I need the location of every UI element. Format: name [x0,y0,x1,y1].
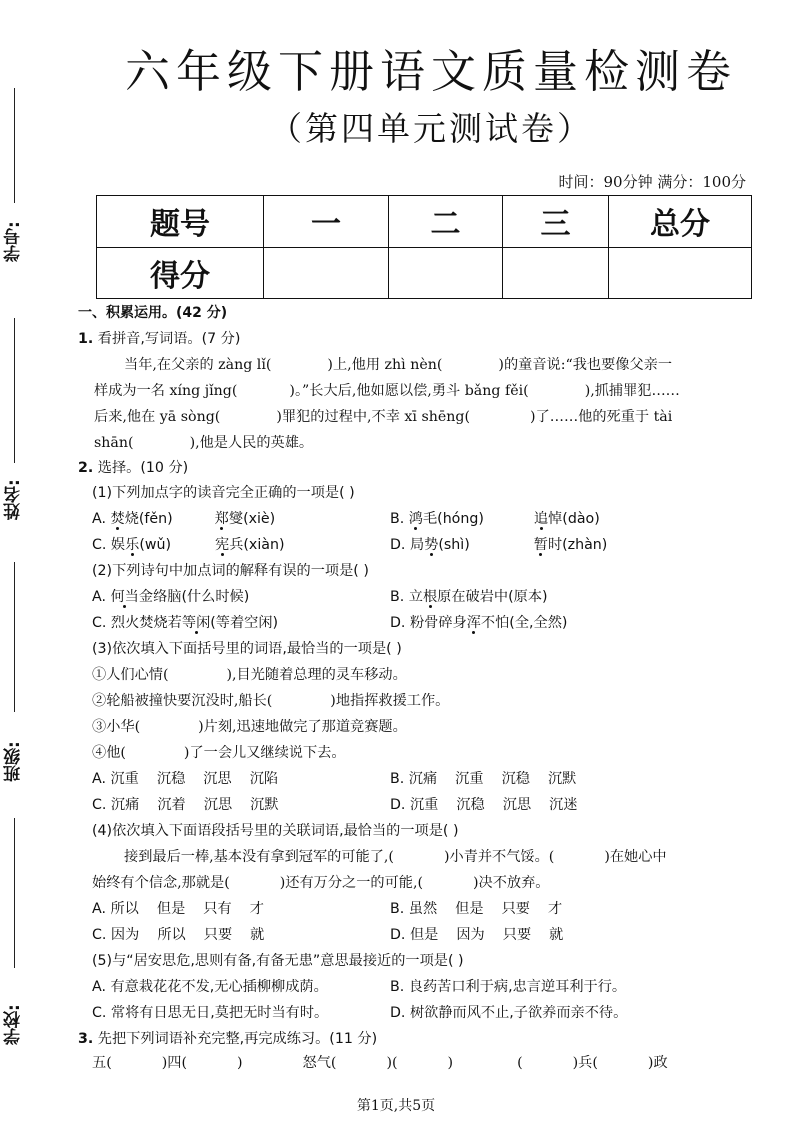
q2-5-option-c[interactable]: C. 常将有日思无日,莫把无时当有时。 [92,1005,329,1021]
score-table [96,195,752,299]
q2-prompt: 选择。(10 分) [97,460,189,476]
text-segment: )地指挥救援工作。 [330,693,450,709]
q1-line-3 [94,406,672,428]
q3-items [92,1052,668,1074]
score-header-cell: 一 [264,196,389,248]
score-header-cell: 题号 [97,196,264,248]
q1-line-4 [94,432,313,454]
text-segment: )决不放弃。 [473,875,550,891]
text-segment: ) [447,1055,454,1071]
q3-prompt: 先把下列词语补充完整,再完成练习。(11 分) [97,1031,378,1047]
option-text: 时(zhàn) [547,537,608,553]
q2-4-option-d[interactable]: D. 但是 因为 只要 就 [390,927,564,943]
text-segment: )片刻,迅速地做完了那道竞赛题。 [198,719,407,735]
q2-4-paragraph-line-1 [124,846,667,868]
time-info: 时间：90分钟 满分：100分 [558,173,746,191]
option-text: D. 局 [390,537,425,553]
q2-4-option-a[interactable]: A. 所以 但是 只有 才 [92,901,264,917]
text-segment: )了一会儿又继续说下去。 [183,745,346,761]
page-subtitle: （第四单元测试卷） [269,109,593,148]
option-text: 兵(xiàn) [229,537,285,553]
option-text: C. 娱 [92,537,126,553]
option-text: 不怕(全,全然) [480,615,568,631]
option-text: B. 立 [390,589,423,605]
q2-title [78,457,188,479]
q3-title [78,1028,377,1050]
score-header-cell: 二 [389,196,503,248]
option-text: 毛(hóng) [422,511,484,527]
student-id-label: 学号: [4,221,24,263]
score-cell-2[interactable] [389,247,503,299]
text-segment: )了……他的死重于 tài [530,409,673,425]
text-segment: )上,他用 zhì nèn( [327,357,443,373]
option-text: A. [92,511,111,527]
option-text: 金络脑(什么时候) [138,589,250,605]
q1-line-2 [94,380,680,402]
score-row-label: 得分 [97,247,264,299]
q2-number: 2. [78,460,94,476]
dotted-char: 乐 [125,537,140,553]
text-segment: ),他是人民的英雄。 [189,435,314,451]
dotted-char: 暂 [533,537,548,553]
school-label: 学校: [4,1004,24,1046]
q2-2-option-d[interactable] [390,612,567,634]
binding-line-4 [14,818,15,968]
option-text: (shì) [438,537,470,553]
text-segment: 当年,在父亲的 zàng lǐ( [124,357,272,373]
text-segment: 样成为一名 xíng jǐng( [94,383,238,399]
q2-5-prompt: (5)与“居安思危,思则有备,有备无患”意思最接近的一项是( ) [92,953,464,969]
q2-4-prompt: (4)依次填入下面语段括号里的关联词语,最恰当的一项是( ) [92,823,459,839]
dotted-char: 追 [533,511,549,527]
binding-line-top [14,88,15,203]
text-segment: ④他( [92,745,126,761]
q2-1-option-d[interactable] [390,534,607,556]
q2-3-sentence-3 [92,716,407,738]
text-segment: )还有万分之一的可能,( [279,875,424,891]
q2-1-option-a[interactable] [92,508,275,530]
text-segment: ),目光随着总理的灵车移动。 [226,667,407,683]
option-text: 原在破岩中(原本) [437,589,548,605]
q2-5-option-b[interactable]: B. 良药苦口利于病,忠言逆耳利于行。 [390,979,627,995]
option-text: 烧(fěn) [124,511,173,527]
binding-line-2 [14,318,15,463]
dotted-word: 浑 [466,615,481,631]
text-segment: )罪犯的过程中,不幸 xī shēng( [276,409,471,425]
option-text: 燮(xiè) [228,511,276,527]
score-cell-1[interactable] [264,247,389,299]
q2-2-option-c[interactable] [92,612,278,634]
q2-3-sentence-4 [92,742,346,764]
text-segment: shān( [94,435,134,451]
name-label: 姓名: [4,479,24,521]
text-segment: )的童音说:“我也要像父亲一 [498,357,673,373]
class-label: 班级: [4,741,24,783]
q1-prompt: 看拼音,写词语。(7 分) [97,331,241,347]
text-segment: 怒气( [302,1055,337,1071]
text-segment: 后来,他在 yā sòng( [94,409,221,425]
dotted-char: 郑 [214,511,229,527]
q2-2-option-b[interactable] [390,586,548,608]
text-segment: )( [386,1055,398,1071]
page-footer: 第1页,共5页 [356,1098,436,1114]
q2-1-prompt: (1)下列加点字的读音完全正确的一项是( ) [92,485,355,501]
q1-title [78,328,240,350]
q2-4-option-c[interactable]: C. 因为 所以 只要 就 [92,927,265,943]
text-segment: ( [517,1055,523,1071]
q2-3-prompt: (3)依次填入下面括号里的词语,最恰当的一项是( ) [92,641,402,657]
q2-3-sentence-1 [92,664,407,686]
score-header-cell: 三 [503,196,609,248]
option-text: 悼(dào) [548,511,600,527]
score-header-cell: 总分 [609,196,752,248]
text-segment: ) [237,1055,243,1071]
text-segment: 始终有个信念,那就是( [92,875,230,891]
option-text: A. [92,589,111,605]
page-title: 六年级下册语文质量检测卷 [124,45,737,98]
q2-5-option-d[interactable]: D. 树欲静而风不止,子欲养而亲不待。 [390,1005,628,1021]
q2-5-option-a[interactable]: A. 有意栽花花不发,无心插柳柳成荫。 [92,979,328,995]
q2-3-option-b[interactable]: B. 沉痛 沉重 沉稳 沉默 [390,771,577,787]
text-segment: ③小华( [92,719,141,735]
dotted-char: 宪 [215,537,230,553]
text-segment: ②轮船被撞快要沉没时,船长( [92,693,273,709]
dotted-word: 根 [422,589,438,605]
text-segment: )兵( [572,1055,598,1071]
binding-line-3 [14,562,15,712]
text-segment: ①人们心情( [92,667,169,683]
dotted-char: 鸿 [408,511,423,527]
option-text: (wǔ) [139,537,171,553]
q2-3-option-a[interactable]: A. 沉重 沉稳 沉思 沉陷 [92,771,279,787]
score-table-header-row [97,196,752,248]
text-segment: 接到最后一棒,基本没有拿到冠军的可能了,( [124,849,394,865]
dotted-char: 焚 [110,511,125,527]
dotted-char: 势 [424,537,439,553]
dotted-word: 等闲 [181,615,211,631]
q3-number: 3. [78,1031,94,1047]
text-segment: )政 [647,1055,668,1071]
q2-4-paragraph-line-2 [92,872,550,894]
option-text: (等着空闲) [210,615,279,631]
q2-3-sentence-2 [92,690,449,712]
text-segment: )小青并不气馁。( [443,849,555,865]
section-1-title: 一、积累运用。(42 分) [78,305,228,321]
q2-1-option-c[interactable] [92,534,285,556]
option-text: B. [390,511,409,527]
q2-4-option-b[interactable]: B. 虽然 但是 只要 才 [390,901,563,917]
text-segment: )在她心中 [604,849,667,865]
q2-2-option-a[interactable] [92,586,249,608]
q2-3-option-c[interactable]: C. 沉痛 沉着 沉思 沉默 [92,797,279,813]
option-text: C. 烈火焚烧若 [92,615,182,631]
score-table-score-row [97,247,752,299]
text-segment: 五( [92,1055,112,1071]
score-cell-total[interactable] [609,247,752,299]
option-text: D. 粉骨碎身 [390,615,467,631]
score-cell-3[interactable] [503,247,609,299]
q2-2-prompt: (2)下列诗句中加点词的解释有误的一项是( ) [92,563,369,579]
q2-1-option-b[interactable] [390,508,600,530]
q1-line-1 [124,354,672,376]
q2-3-option-d[interactable]: D. 沉重 沉稳 沉思 沉迷 [390,797,578,813]
text-segment: )。”长大后,他如愿以偿,勇斗 bǎng fěi( [289,383,529,399]
text-segment: )四( [161,1055,187,1071]
text-segment: ),抓捕罪犯…… [584,383,680,399]
q1-number: 1. [78,331,94,347]
dotted-word: 何当 [110,589,139,605]
